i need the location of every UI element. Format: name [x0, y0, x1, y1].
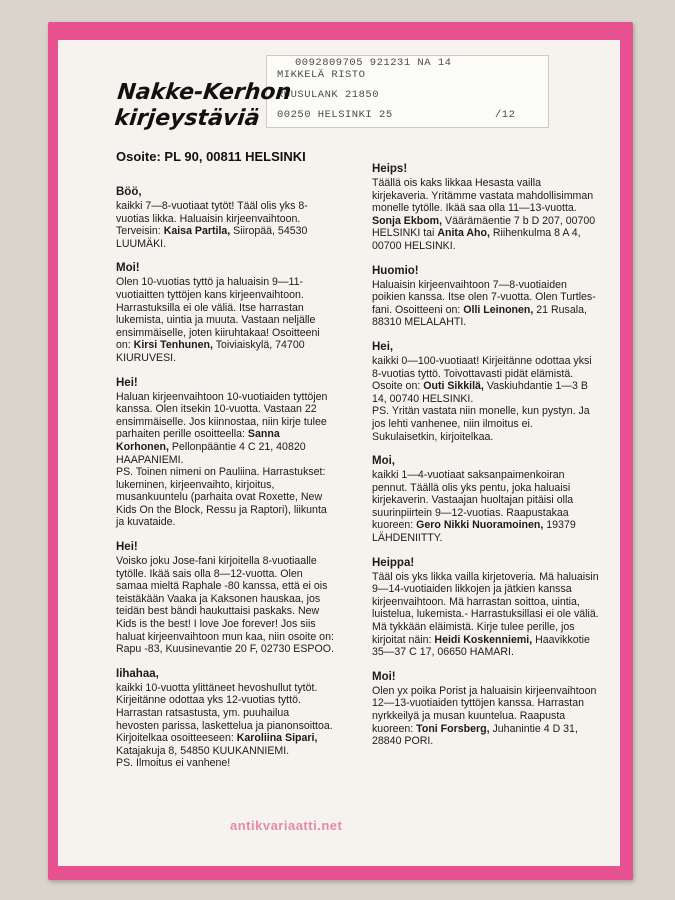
letter-entry: [372, 671, 600, 748]
entry-body: Tääl ois yks likka vailla kirjetoveria. Mä haluaisin 9—14-vuotiaiden likkojen ja jätkien kanssa kirjeenvaihtoon. Mä harrastan soittoa, uintia, luistelua, lukemista.- Harrastuksillasi ei ole väliä. Mä tykkään eläimistä. Kirje tulee perille, jos kirjoitat näin: Heidi Koskenniemi, Haavikkotie 35—37 C 17, 06650 HAMARI.: [372, 570, 599, 659]
entry-body: kaikki 10-vuotta ylittäneet hevoshullut tytöt. Kirjeitänne odottaa yks 12-vuotias tyttö. Harrastan ratsastusta, ym. puuhailua hevosten parissa, laskettelua ja pianonsoittoa. Kirjoitelkaa osoitteeseen: Karoliina Sipari, Katajakuja 8, 54850 KUUKANNIEMI.: [116, 681, 333, 757]
entry-heading: Huomio!: [372, 264, 419, 277]
entry-heading: Hei!: [116, 376, 138, 389]
entry-body: Olen yx poika Porist ja haluaisin kirjeenvaihtoon 12—13-vuotiaiden tyttöjen kanssa. Harrastan nyrkkeilyä ja musan kuuntelua. Raapusta kuoreen: Toni Forsberg, Juhanintie 4 D 31, 28840 PORI.: [372, 684, 597, 748]
mailing-label: [266, 55, 549, 128]
entry-heading: Moi!: [116, 262, 140, 275]
entry-body: kaikki 7—8-vuotiaat tytöt! Tääl olis yks 8-vuotias likka. Haluaisin kirjeenvaihtoon. Terveisin: Kaisa Partila, Siiropää, 54530 LUUMÄKI.: [116, 200, 308, 250]
entry-body: Olen 10-vuotias tyttö ja haluaisin 9—11-vuotiaitten tyttöjen kans kirjeenvaihtoon. Harrastuksilla ei ole väliä. Itse harrastan lukemista, uintia ja muuta. Vastaan neljälle ensimmäiselle, joten kiiruhtakaa! Osoitteeni on: Kirsi Tenhunen, Toiviaiskylä, 74700 KIURUVESI.: [116, 276, 320, 364]
section-title: [113, 80, 292, 132]
letter-entry: [116, 262, 334, 364]
entry-body: Täällä ois kaks likkaa Hesasta vailla kirjekaveria. Yritämme vastata mahdollisimman monelle tytölle. Ikää saa olla 11—13-vuotta. Sonja Ekbom, Väärämäentie 7 b D 207, 00700 HELSINKI tai Anita Aho, Riihenkulma 8 A 4, 00700 HELSINKI.: [372, 177, 596, 252]
label-line-1: 0092809705 921231 NA 14: [295, 57, 452, 69]
watermark: antikvariaatti.net: [230, 818, 343, 833]
letter-entry: [116, 541, 334, 656]
entry-body: Haluan kirjeenvaihtoon 10-vuotiaiden tyttöjen kanssa. Olen itsekin 10-vuotta. Vastaan 22 ensimmäiselle. Jos kiinnostaa, niin kirje tulee parhaiten perille osoitteella: Sanna Korhonen, Pellonpääntie 4 C 21, 40820 HAAPANIEMI.: [116, 390, 328, 466]
right-column: [372, 163, 600, 760]
entry-body: Voisko joku Jose-fani kirjoitella 8-vuotiaalle tytölle. Ikää sais olla 8—12-vuotta. Olen samaa mieltä Raphale -80 kanssa, että ei ois teistäkään Vaaka ja Kaksonen hauskaa, jos teidän best bändi haukuttaisi paskaks. New Kids is the best! I love Joe forever! Jos siis haluat kirjeenvaihtoon mun kaa, niin osoite on: Rapu -83, Kuusinevantie 20 F, 02730 ESPOO.: [116, 555, 334, 656]
letter-entry: [116, 668, 334, 770]
entry-heading: Heips!: [372, 163, 408, 175]
title-line-2: kirjeystäviä: [113, 106, 262, 131]
entry-heading: Hei!: [116, 541, 138, 554]
club-address: Osoite: PL 90, 00811 HELSINKI: [116, 149, 306, 164]
entry-heading: Moi!: [372, 670, 396, 683]
letter-entry: [372, 163, 600, 253]
label-line-4: 00250 HELSINKI 25: [277, 109, 393, 121]
entry-heading: Moi,: [372, 455, 395, 468]
letter-entry: [372, 341, 600, 443]
letter-entry: [372, 265, 600, 329]
entry-body: kaikki 0—100-vuotiaat! Kirjeitänne odottaa yksi 8-vuotias tyttö. Toivottavasti pidät elämistä. Osoite on: Outi Sikkilä, Vaskiuhdantie 1—3 B 14, 00740 HELSINKI.: [372, 354, 592, 405]
left-column: [116, 186, 334, 782]
entry-ps: PS. Toinen nimeni on Pauliina. Harrastukset: lukeminen, kirjeenvaihto, kirjoitus, musankuuntelu (parhaita ovat Roxette, New Kids On the Block, Ressu ja Raptori), liikunta ja kuvataide.: [116, 466, 327, 529]
entry-heading: Hei,: [372, 340, 394, 353]
letter-entry: [372, 557, 600, 659]
entry-body: Haluaisin kirjeenvaihtoon 7—8-vuotiaiden poikien kanssa. Itse olen 7-vuotta. Olen Turtles-fani. Osoitteeni on: Olli Leinonen, 21 Rusala, 88310 MELALAHTI.: [372, 278, 596, 329]
letter-entry: [116, 377, 334, 530]
entry-body: kaikki 1—4-vuotiaat saksanpaimenkoiran pennut. Täällä olis yks pentu, joka haluaisi kirjekaverin. Vastaajan huoltajan pitäisi olla suurinpiirtein 9—12-vuotias. Raapustakaa kuoreen: Gero Nikki Nuoramoinen, 19379 LÄHDENIITTY.: [372, 469, 576, 545]
letter-entry: [372, 455, 600, 545]
entry-heading: Heippa!: [372, 556, 415, 569]
letter-entry: [116, 186, 334, 250]
entry-ps: PS. Yritän vastata niin monelle, kun pystyn. Ja jos lehti vanhenee, niin ilmoitus ei. Sukulaisetkin, kirjoitelkaa.: [372, 405, 590, 443]
entry-heading: Böö,: [116, 186, 142, 198]
entry-ps: PS. Ilmoitus ei vanhene!: [116, 757, 231, 770]
label-line-3: RUUSULANK 21850: [277, 89, 380, 101]
entry-heading: Iihahaa,: [116, 667, 159, 680]
label-line-4b: /12: [495, 109, 516, 121]
label-line-2: MIKKELÄ RISTO: [277, 69, 366, 81]
title-line-1: Nakke-Kerhon: [116, 80, 293, 105]
